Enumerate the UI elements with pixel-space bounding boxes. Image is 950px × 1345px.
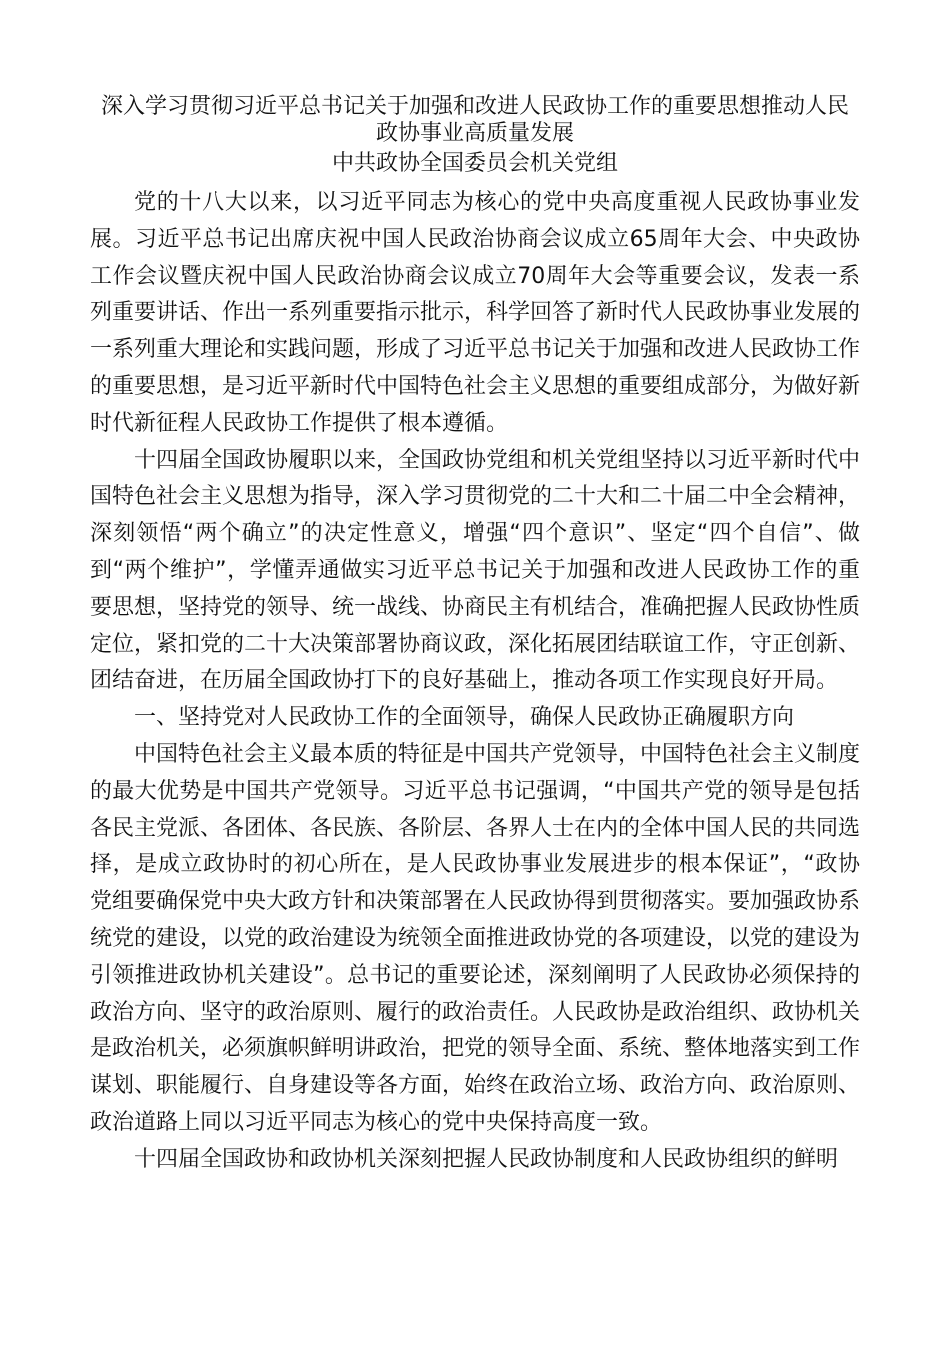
paragraph-cppcc-14th: 十四届全国政协履职以来，全国政协党组和机关党组坚持以习近平新时代中国特色社会主义思想为指导，深入学习贯彻党的二十大和二十届二中全会精神，深刻领悟“两个确立”的决定性意义，增强“四个意识”、坚定“四个自信”、做到“两个维护”，学懂弄通做实习近平总书记关于加强和改进人民政协工作的重要思想，坚持党的领导、统一战线、协商民主有机结合，准确把握人民政协性质定位，紧扣党的二十大决策部署协商议政，深化拓展团结联谊工作，守正创新、团结奋进，在历届全国政协打下的良好基础上，推动各项工作实现良好开局。 <box>90 447 861 694</box>
paragraph-continuation: 十四届全国政协和政协机关深刻把握人民政协制度和人民政协组织的鲜明 <box>134 1146 839 1172</box>
document-title-line-2: 政协事业高质量发展 <box>375 121 574 146</box>
document-author: 中共政协全国委员会机关党组 <box>331 151 618 176</box>
paragraph-party-leadership: 中国特色社会主义最本质的特征是中国共产党领导，中国特色社会主义制度的最大优势是中国共产党领导。习近平总书记强调，“中国共产党的领导是包括各民主党派、各团体、各民族、各阶层、各界人士在内的全体中国人民的共同选择，是成立政协时的初心所在，是人民政协事业发展进步的根本保证”，“政协党组要确保党中央大政方针和决策部署在人民政协得到贯彻落实。要加强政协系统党的建设，以党的政治建设为统领全面推进政协党的各项建设，以党的建设为引领推进政协机关建设”。总书记的重要论述，深刻阐明了人民政协必须保持的政治方向、坚守的政治原则、履行的政治责任。人民政协是政治组织、政协机关是政治机关，必须旗帜鲜明讲政治，把党的领导全面、系统、整体地落实到工作谋划、职能履行、自身建设等各方面，始终在政治立场、政治方向、政治原则、政治道路上同以习近平同志为核心的党中央保持高度一致。 <box>90 741 861 1135</box>
section-heading-1: 一、坚持党对人民政协工作的全面领导，确保人民政协正确履职方向 <box>134 705 795 731</box>
document-title-line-1: 深入学习贯彻习近平总书记关于加强和改进人民政协工作的重要思想推动人民 <box>100 94 849 119</box>
document-body <box>90 185 860 1179</box>
paragraph-intro: 党的十八大以来，以习近平同志为核心的党中央高度重视人民政协事业发展。习近平总书记出席庆祝中国人民政治协商会议成立65周年大会、中央政协工作会议暨庆祝中国人民政治协商会议成立70周年大会等重要会议，发表一系列重要讲话、作出一系列重要指示批示，科学回答了新时代人民政协事业发展的一系列重大理论和实践问题，形成了习近平总书记关于加强和改进人民政协工作的重要思想，是习近平新时代中国特色社会主义思想的重要组成部分，为做好新时代新征程人民政协工作提供了根本遵循。 <box>90 190 861 436</box>
